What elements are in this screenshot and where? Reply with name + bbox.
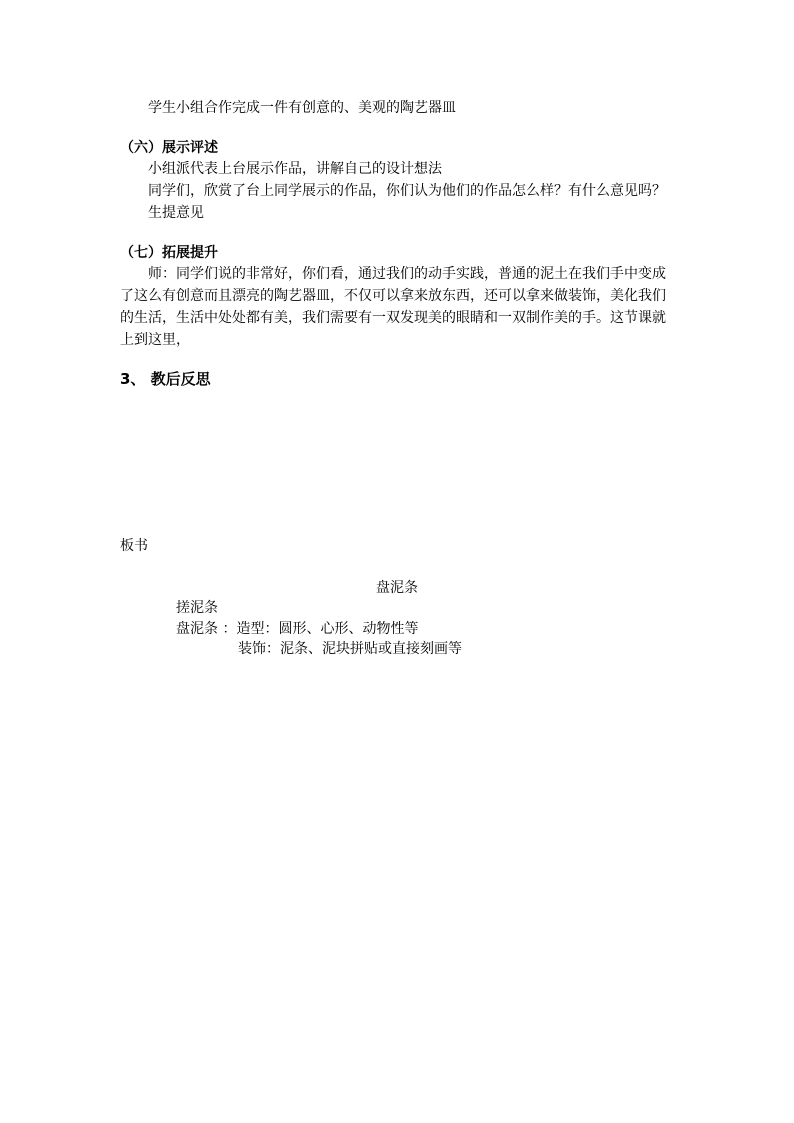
section7-line-2: 了这么有创意而且漂亮的陶艺器皿，不仅可以拿来放东西，还可以拿来做装饰，美化我们 [120, 288, 666, 304]
section7-heading: （七）拓展提升 [120, 245, 218, 261]
section6-intro: 学生小组合作完成一件有创意的、美观的陶艺器皿 [148, 100, 456, 116]
section6-heading: （六）展示评述 [120, 140, 218, 156]
section6-line-3: 生提意见 [148, 205, 204, 221]
section7-line-4: 上到这里， [120, 332, 190, 348]
board-label: 板书 [120, 538, 148, 554]
section7-line-1: 师：同学们说的非常好，你们看，通过我们的动手实践，普通的泥土在我们手中变成 [148, 266, 666, 282]
section7-line-3: 的生活，生活中处处都有美，我们需要有一双发现美的眼睛和一双制作美的手。这节课就 [120, 310, 666, 326]
section6-line-1: 小组派代表上台展示作品，讲解自己的设计想法 [148, 161, 442, 177]
board-item-2: 盘泥条 ：造型：圆形、心形、动物性等 [176, 621, 419, 637]
board-item-3: 装饰：泥条、泥块拼贴或直接刻画等 [238, 641, 462, 657]
board-title: 盘泥条 [376, 580, 418, 596]
board-item-1: 搓泥条 [176, 600, 218, 616]
reflection-heading: 3、 教后反思 [120, 370, 211, 388]
section6-line-2: 同学们，欣赏了台上同学展示的作品，你们认为他们的作品怎么样？有什么意见吗？ [148, 183, 666, 199]
